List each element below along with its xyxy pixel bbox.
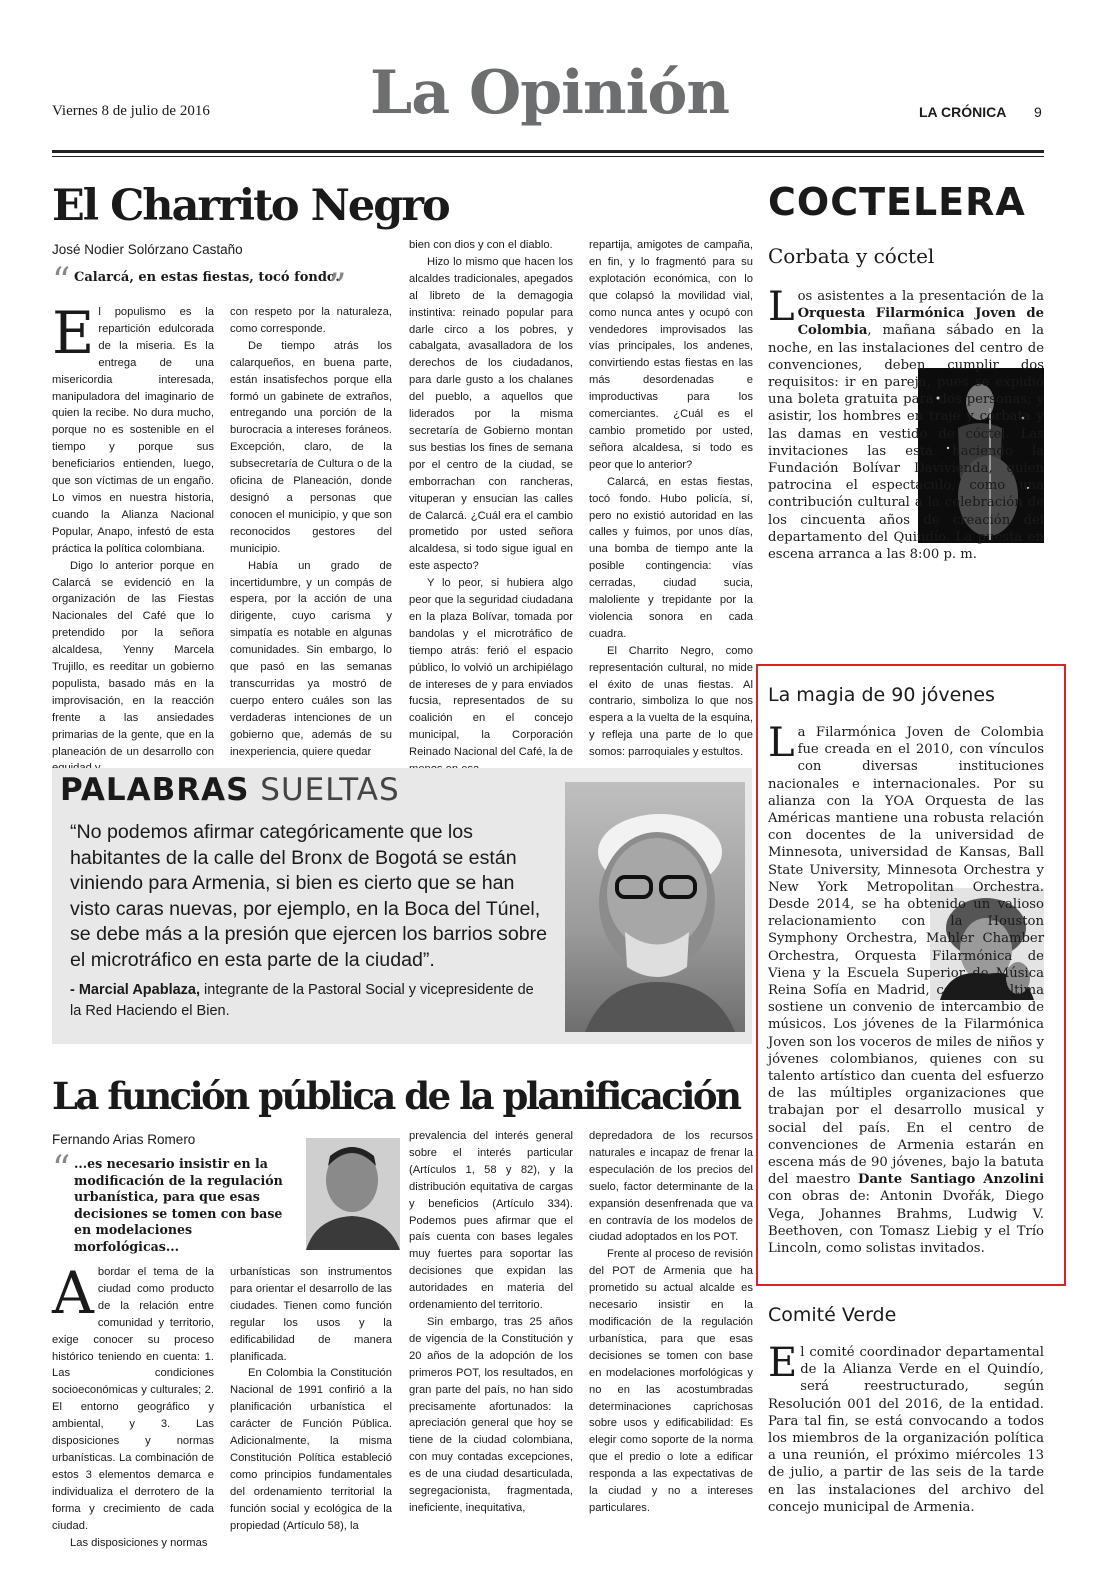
- article-author: José Nodier Solórzano Castaño: [52, 242, 243, 257]
- article-column: depredadora de los recursos naturales e incapaz de frenar la especulación de los precios del suelo, factor determinante de la expansión desenfrenada que va en contravía de los modelos de ciudad adoptados en los POT. Frente al proceso de revisión del POT de Armenia que ha prometido su actual alcalde es necesario insistir en la modificación de la regulación urbanística, para que esas decisiones se tomen con base en modelaciones morfológicas y no en las acostumbradas determinaciones caprichosas sobre usos y edificabilidad: Es elegir como soporte de la norma que el predio o lote a edificar responda a las expectativas de la ciudad y no a intereses particulares.: [589, 1130, 753, 1514]
- section-subtitle: Corbata y cóctel: [768, 244, 935, 268]
- masthead-rule-thin: [52, 156, 1044, 157]
- article-column: E l populismo es la repartición edulcorada de la miseria. Es la entrega de una misericordia interesada, manipuladora del imaginario de quien la recibe. No dura mucho, porque no es sostenible en el tiempo y porque sus beneficiarios entienden, luego, que son víctimas de un engaño. Lo vimos en nuestra historia, cuando la Alianza Nacional Popular, Anapo, infestó de esta práctica la política colombiana. Digo lo anterior porque en Calarcá se evidenció en la organización de las Fiestas Nacionales del Café que lo pretendido por la señora alcaldesa, Yenny Marcela Trujillo, es reeditar un gobierno populista, basado más en la improvisación, en la reacción frente a las ansiedades primarias de la gente, que en la planeación de un desarrollo con: [52, 299, 214, 758]
- panel-title: PALABRAS SUELTAS: [60, 772, 400, 808]
- open-quote-icon: “: [52, 1149, 71, 1190]
- article-headline: La función pública de la planificación: [52, 1074, 740, 1118]
- sidebar-item-corbata: L os asistentes a la presentación de la Orquesta Filarmónica Joven de Colombia, mañana sábado en la noche, en las instalaciones del centro de convenciones, deben cumplir dos requisitos: ir en pareja, pues se expidió una boleta gratuita para dos personas; y asistir, los hombres en traje y corbata y las damas en vestido de cóctel. Las invitaciones las está haciendo la Fundación Bolívar Davivienda, quien patrocina el espectáculo, como una contribución cultural a la celebración de los cincuenta años de creación del departamento del Quindío. La puesta en escena arranca a las 8:00 p. m.: [768, 284, 1044, 563]
- author-photo: [306, 1138, 400, 1250]
- sidebar-item-magia: L a Filarmónica Joven de Colombia fue creada en el 2010, con vínculos con diversas instituciones nacionales e internacionales. Por su alianza con la YOA Orquesta de las Américas mantiene una robusta relación con docentes de la universidad de Minnesota, universidad de Kansas, Ball State University, Minnesota Orchestra y New York Metropolitan Orchestra. Desde 2014, se ha obtenido un valioso relacionamiento con la Houston Symphony Orchestra, Mahler Chamber Orchestra, Orquesta Filarmónica de Viena y la Escuela Superior de Música Reina Sofía en Madrid, con esta última sostiene un convenio de intercambio de músicos. Los jóvenes de la Filarmónica Joven son los voceros de miles de niños y jóvenes colombianos, quienes con su talento artístico dan cuenta del esfuerzo de las múltiples organizaciones que trabajan por el desarrollo musical y social del país. En el centro de convenciones de Armenia estarán en escena más de 90 jóvenes, bajo la batuta del maestro Dante Santiago Anzolini con obras de: Antonin Dvořák, Diego Vega, Johannes Brahms, Ludwig V. Beethoven, con Tomasz Liebig y el Trío Lincoln, como solistas invitados.: [768, 720, 1044, 1257]
- newspaper-name: LA CRÓNICA: [919, 104, 1007, 120]
- portrait-photo: [565, 782, 745, 1032]
- section-subtitle: Comité Verde: [768, 1304, 897, 1326]
- masthead-title: La Opinión: [370, 58, 730, 128]
- article-column: prevalencia del interés general sobre el interés particular (Artículos 1, 58 y 82), y la distribución equitativa de cargas y beneficios (Artículo 334). Podemos pues afirmar que el país cuenta con bases legales muy fuertes para soportar las decisiones que expidan las autoridades en materia del ordenamiento del territorio. Sin embargo, tras 25 años de vigencia de la Constitución y 20 años de la adopción de los primeros POT, los resultados, en gran parte del país, no han sido precisamente afortunados: la apreciación general que hoy se tiene de la ciudad colombiana, con muy contadas excepciones, es de una ciudad desarticulada, segregacionista, fragmentada, ineficiente, inequitativa,: [409, 1130, 573, 1514]
- article-column: urbanísticas son instrumentos para orientar el desarrollo de las ciudades. Tienen como función regular los usos y la edificabilidad de manera planificada. En Colombia la Constitución Nacional de 1991 confirió a la planificación urbanística el carácter de Función Pública. Adicionalmente, la misma Constitución Política estableció como principios fundamentales del ordenamiento territorial la función social y ecológica de la propiedad (Artículo 58), la: [230, 1266, 392, 1532]
- article-author: Fernando Arias Romero: [52, 1132, 196, 1147]
- section-title: COCTELERA: [768, 180, 1026, 224]
- close-quote-icon: ”: [328, 267, 347, 308]
- article-column: repartija, amigotes de campaña, en fin, y lo fragmentó para su explotación económica, con lo que colapsó la movilidad vial, como nunca antes y ocupó con vendedores improvisados las vías principales, los andenes, convirtiendo estas fiestas en las más desordenadas e improductivas para los comerciantes. ¿Cuál es el cambio prometido por usted, señora alcaldesa, si todo es peor que lo anterior? Calarcá, en estas fiestas, tocó fondo. Hubo policía, sí, pero no existió autoridad en las calles y fuimos, por unos días, una bomba de tiempo ante la posible contingencia: vías cerradas, ciudad sucia, maloliente y trepidante por la violencia sonora en cada cuadra. El Charrito Negro, como representación cultural, no mide el éxito de unas fiestas. Al contrario, simboliza lo que nos espera a la vuelta de la esquina, y refleja una parte de lo que somos: parroquiales y estultos.: [589, 239, 753, 759]
- page-number: 9: [1034, 104, 1042, 120]
- panel-quote: “No podemos afirmar categóricamente que los habitantes de la calle del Bronx de Bogotá se están viniendo para Armenia, si bien es cierto que se han visto caras nuevas, por ejemplo, en la Boca del Túnel, se debe más a la presión que ejercen los barrios sobre el microtráfico en esta parte de la ciudad”.: [70, 821, 548, 971]
- article-column: bien con dios y con el diablo. Hizo lo mismo que hacen los alcaldes tradicionales, apegados al libreto de la demagogia instintiva: reinado popular para darle circo a los pobres, y cabalgata, avasalladora de los derechos de los ciudadanos, para darle gusto a los chalanes del pueblo, a aquellos que liderados por la misma secretaría de Gobierno montan sus bestias los fines de semana por el centro de la ciudad, se emborrachan con rancheras, vituperan y ensucian las calles de Calarcá. ¿Cuál era el cambio prometido por usted señora alcaldesa, si todo sigue igual en este aspecto? Y lo peor, si hubiera algo peor que la seguridad ciudadana en la plaza Bolívar, tomada por bandolas y el microtráfico de tiempo atrás: ferió el espacio público, lo volvió un archipiélago de intereses de y para enviados fucsia, representados de su coalición en el concejo municipal, la Corporación Reinado Nacional del Café, la de: [409, 239, 573, 759]
- section-subtitle: La magia de 90 jóvenes: [768, 684, 995, 706]
- open-quote-icon: “: [52, 261, 71, 302]
- palabras-sueltas-panel: [52, 768, 752, 1044]
- article-column: con respeto por la naturaleza, como corresponde. De tiempo atrás los calarqueños, en buena parte, están insatisfechos porque ella formó un gabinete de extraños, entregando una porción de la burocracia a intereses foráneos. Excepción, claro, de la subsecretaría de Cultura o de la oficina de Planeación, donde designó a personas que conocen el municipio, y que son reconocidos gestores del municipio. Había un grado de incertidumbre, y un compás de espera, por la acción de una dirigente, cuyo carisma y simpatía es notable en algunas comunidades. Sin embargo, lo que pasó en las semanas transcurridas ya mostró de cuerpo entero cuáles son las verdaderas intenciones de un gobierno que, además de su inexperiencia, quiere quedar: [230, 306, 392, 758]
- article-headline: El Charrito Negro: [52, 181, 449, 231]
- masthead-rule: [52, 150, 1044, 153]
- article-column: A bordar el tema de la ciudad como producto de la relación entre comunidad y territorio, exige conocer su proceso histórico teniendo en cuenta: 1. Las condiciones socioeconómicas y culturales; 2. El entorno geográfico y ambiental, y 3. Las disposiciones y normas urbanísticas. La combinación de estos 3 elementos demarca e individualiza el derrotero de la forma y crecimiento de cada ciudad. Las disposiciones y normas: [52, 1259, 214, 1549]
- sidebar-item-comite: E l comité coordinador departamental de la Alianza Verde en el Quindío, será reestructurado, según Resolución 001 del 2016, de la entidad. Para tal fin, se está convocando a todos los miembros de la organización política a una reunión, el próximo miércoles 13 de julio, a partir de las seis de la tarde en las instalaciones del archivo del concejo municipal de Armenia.: [768, 1340, 1044, 1515]
- issue-date: Viernes 8 de julio de 2016: [52, 103, 210, 119]
- panel-attribution: - Marcial Apablaza, integrante de la Pastoral Social y vicepresidente de la Red Haciendo el Bien.: [70, 982, 534, 1019]
